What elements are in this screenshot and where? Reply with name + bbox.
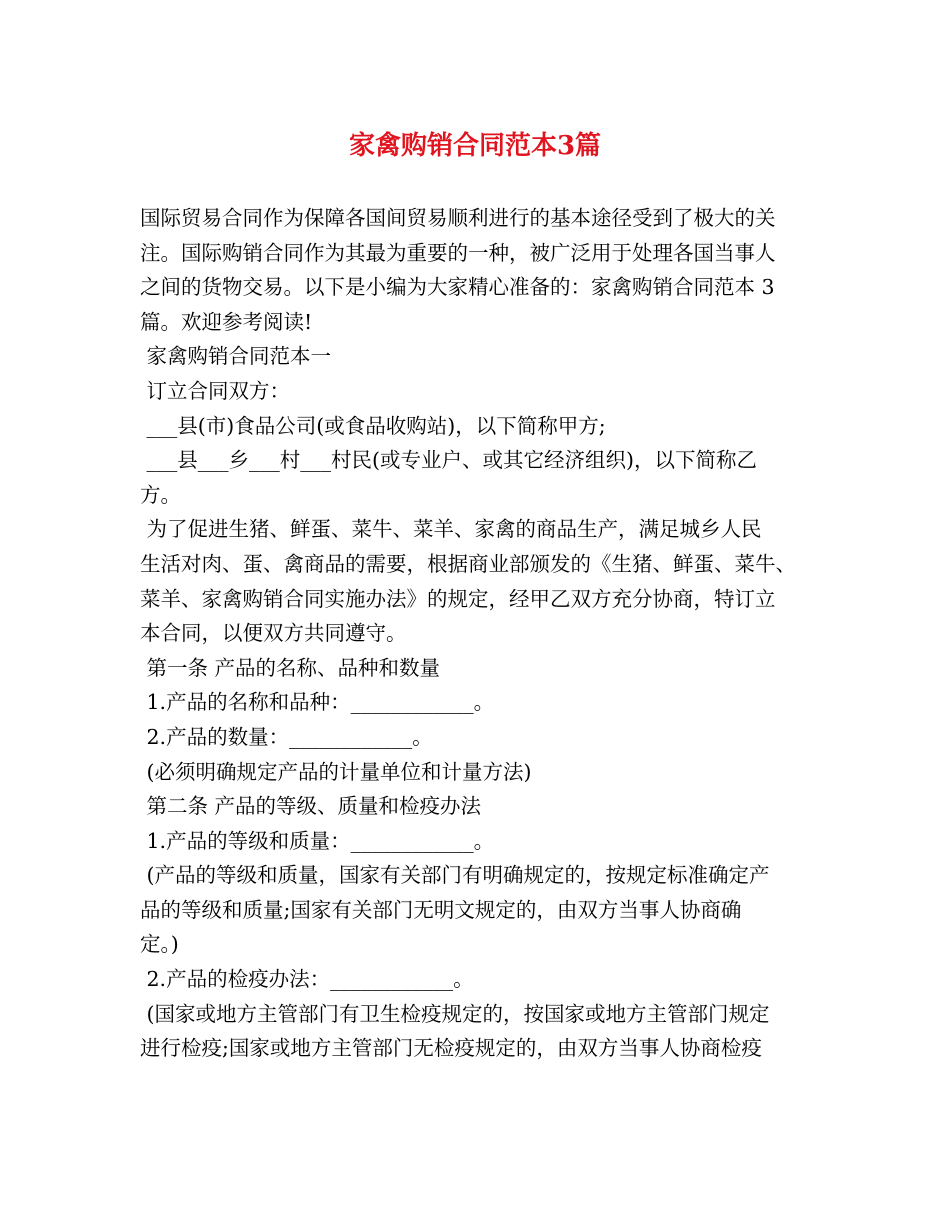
text-line: 生活对肉、蛋、禽商品的需要，根据商业部颁发的《生猪、鲜蛋、菜牛、 — [140, 551, 796, 576]
text-line: (必须明确规定产品的计量单位和计量方法) — [140, 759, 532, 784]
text-line: 品的等级和质量;国家有关部门无明文规定的，由双方当事人协商确 — [140, 897, 742, 922]
text-line: 2.产品的检疫办法：____________。 — [140, 967, 474, 992]
text-line: 菜羊、家禽购销合同实施办法》的规定，经甲乙双方充分协商，特订立 — [140, 586, 776, 611]
text-line: 定。) — [140, 932, 179, 957]
document-title: 家禽购销合同范本3篇 — [348, 131, 602, 161]
text-line: 进行检疫;国家或地方主管部门无检疫规定的，由双方当事人协商检疫 — [140, 1036, 762, 1061]
text-line: 订立合同双方： — [140, 378, 291, 403]
text-line: 1.产品的名称和品种：____________。 — [140, 690, 495, 715]
text-line: 1.产品的等级和质量：____________。 — [140, 828, 495, 853]
section-heading: 家禽购销合同范本一 — [140, 344, 332, 369]
text-line: ___县___乡___村___村民(或专业户、或其它经济组织)，以下简称乙 — [140, 448, 758, 473]
text-line: 方。 — [140, 482, 181, 507]
text-line: 篇。欢迎参考阅读! — [140, 309, 313, 334]
text-line: ___县(市)食品公司(或食品收购站)，以下简称甲方; — [140, 413, 606, 438]
article-heading: 第一条 产品的名称、品种和数量 — [140, 655, 441, 680]
text-line: 国际贸易合同作为保障各国间贸易顺利进行的基本途径受到了极大的关 — [140, 206, 776, 230]
text-line: (国家或地方主管部门有卫生检疫规定的，按国家或地方主管部门规定 — [140, 1001, 770, 1026]
document-body — [140, 201, 820, 1066]
article-heading: 第二条 产品的等级、质量和检疫办法 — [140, 794, 482, 819]
text-line: (产品的等级和质量，国家有关部门有明确规定的，按规定标准确定产 — [140, 863, 770, 888]
text-line: 注。国际购销合同作为其最为重要的一种，被广泛用于处理各国当事人 — [140, 240, 776, 265]
text-line: 本合同，以便双方共同遵守。 — [140, 621, 407, 646]
text-line: 2.产品的数量：____________。 — [140, 724, 433, 749]
text-line: 为了促进生猪、鲜蛋、菜牛、菜羊、家禽的商品生产，满足城乡人民 — [140, 517, 762, 542]
text-line: 之间的货物交易。以下是小编为大家精心准备的：家禽购销合同范本 3 — [140, 275, 775, 300]
